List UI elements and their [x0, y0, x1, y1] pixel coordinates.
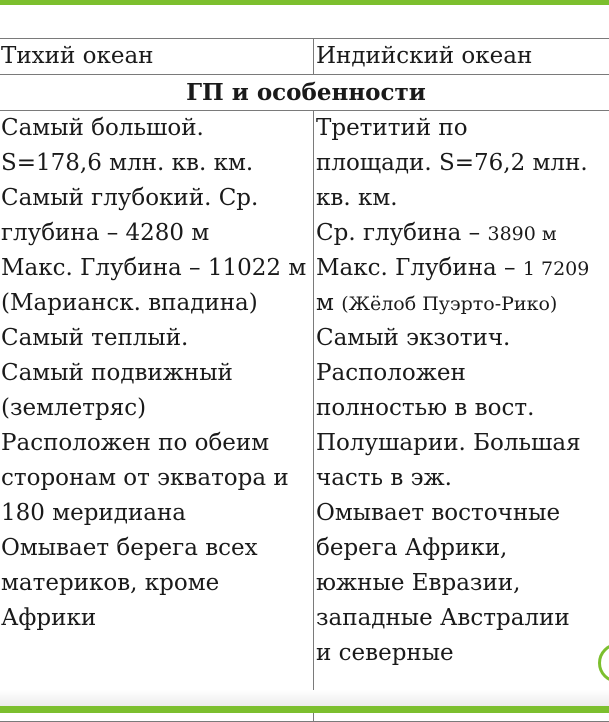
table-header-row	[0, 39, 609, 75]
indian-line: и северные	[316, 636, 609, 671]
section-row	[0, 75, 609, 111]
indian-line: полностью в вост.	[316, 391, 609, 426]
table-body-row	[0, 111, 609, 722]
pacific-line: Макс. Глубина – 11022 м	[1, 251, 313, 286]
comparison-table	[0, 38, 609, 722]
pacific-line: сторонам от экватора и	[1, 461, 313, 496]
indian-line: кв. км.	[316, 181, 609, 216]
pacific-line: Африки	[1, 601, 313, 636]
pacific-line: S=178,6 млн. кв. км.	[1, 146, 313, 181]
indian-line-part: Ср. глубина –	[316, 220, 487, 246]
pacific-line: (Марианск. впадина)	[1, 286, 313, 321]
indian-line-part: м	[316, 290, 341, 316]
indian-line: часть в эж.	[316, 461, 609, 496]
pacific-line: Омывает берега всех	[1, 531, 313, 566]
pacific-line: 180 меридиана	[1, 496, 313, 531]
indian-line-part: Макс. Глубина –	[316, 255, 523, 281]
indian-line-part: (Жёлоб Пуэрто-Рико)	[341, 293, 557, 315]
indian-line: Самый экзотич.	[316, 321, 609, 356]
indian-line: Третитий по	[316, 111, 609, 146]
indian-description	[314, 111, 609, 722]
header-pacific: Тихий океан	[0, 39, 314, 75]
bottom-fade	[0, 690, 609, 706]
top-accent-bar	[0, 0, 609, 5]
indian-line: южные Евразии,	[316, 566, 609, 601]
pacific-line: глубина – 4280 м	[1, 216, 313, 251]
indian-line: берега Африки,	[316, 531, 609, 566]
indian-line	[316, 216, 609, 251]
bottom-accent-bar	[0, 706, 609, 713]
pacific-line: Самый глубокий. Ср.	[1, 181, 313, 216]
indian-line: Расположен	[316, 356, 609, 391]
indian-line: западные Австралии	[316, 601, 609, 636]
pacific-line: (землетряс)	[1, 391, 313, 426]
indian-line	[316, 251, 609, 286]
pacific-description	[0, 111, 314, 722]
indian-line	[316, 286, 609, 321]
indian-line: Полушарии. Большая	[316, 426, 609, 461]
indian-line-part: 1 7209	[523, 258, 589, 280]
header-indian: Индийский океан	[314, 39, 609, 75]
pacific-line: Самый большой.	[1, 111, 313, 146]
pacific-line: Самый теплый.	[1, 321, 313, 356]
indian-line: Омывает восточные	[316, 496, 609, 531]
pacific-line: материков, кроме	[1, 566, 313, 601]
section-title: ГП и особенности	[0, 75, 609, 111]
indian-line-part: 3890 м	[487, 223, 556, 245]
pacific-line: Самый подвижный	[1, 356, 313, 391]
indian-line: площади. S=76,2 млн.	[316, 146, 609, 181]
pacific-line: Расположен по обеим	[1, 426, 313, 461]
